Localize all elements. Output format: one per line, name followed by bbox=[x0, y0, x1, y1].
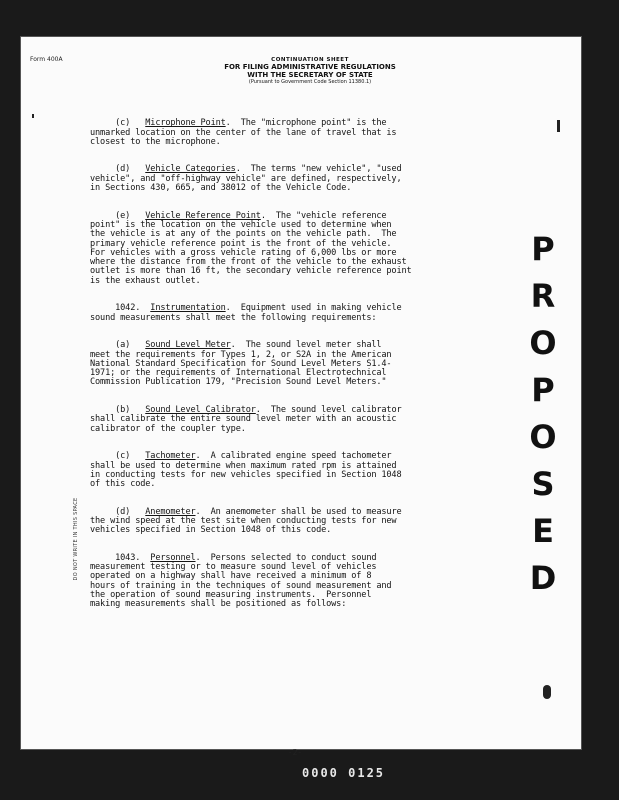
page-number: -2- bbox=[287, 748, 303, 757]
stamp-letter: O bbox=[529, 324, 557, 362]
document-code: 0000 0125 bbox=[302, 766, 386, 780]
paragraph-sound-level-meter: (a) Sound Level Meter. The sound level meter shall meet the requirements for Types 1, 2, or S2A in the American National Standard Specification for Sound Level Meters S1.4- 1971; or the requirements of International Electrotechnical Commission Publication 179, "Precision Sound Level Meters." bbox=[90, 340, 392, 388]
margin-mark bbox=[543, 685, 551, 699]
form-number: Form 400A bbox=[30, 56, 63, 63]
header-subtitle: WITH THE SECRETARY OF STATE bbox=[247, 71, 373, 79]
stamp-letter: R bbox=[530, 277, 556, 315]
header-title: FOR FILING ADMINISTRATIVE REGULATIONS bbox=[224, 63, 396, 71]
section-heading: Anemometer bbox=[145, 506, 196, 517]
section-heading: Microphone Point bbox=[145, 118, 226, 129]
header-continuation: CONTINUATION SHEET bbox=[271, 57, 349, 63]
paragraph-sound-level-calibrator: (b) Sound Level Calibrator. The sound level calibrator shall calibrate the entire sound level meter with an acoustic calibrator of the coupler type. bbox=[90, 405, 402, 434]
regulation-text bbox=[90, 110, 508, 628]
section-heading: Vehicle Reference Point bbox=[145, 210, 261, 221]
section-heading: Instrumentation bbox=[150, 303, 226, 314]
paragraph-tachometer: (c) Tachometer. A calibrated engine speed tachometer shall be used to determine when maximum rated rpm is attained in conducting tests for new vehicles specified in Section 1048 of this code. bbox=[90, 451, 402, 490]
margin-mark bbox=[32, 114, 34, 118]
proposed-stamp bbox=[528, 226, 558, 602]
paragraph-microphone-point: (c) Microphone Point. The "microphone point" is the unmarked location on the center of the lane of travel that is closest to the microphone. bbox=[90, 118, 397, 147]
stamp-letter: D bbox=[529, 559, 557, 597]
section-heading: Sound Level Meter bbox=[145, 340, 231, 351]
paragraph-anemometer: (d) Anemometer. An anemometer shall be used to measure the wind speed at the test site when conducting tests for new vehicles specified in Section 1048 of this code. bbox=[90, 506, 402, 536]
paragraph-vehicle-categories: (d) Vehicle Categories. The terms "new vehicle", "used vehicle", and "off-highway vehicle" are defined, respectively, in Sections 430, 665, and 38012 of the Vehicle Code. bbox=[90, 164, 402, 194]
stamp-letter: S bbox=[531, 465, 555, 503]
margin-note bbox=[71, 486, 80, 596]
paragraph-vehicle-reference-point: (e) Vehicle Reference Point. The "vehicle reference point" is the location on the vehicle used to determine when the vehicle is at any of the points on the vehicle path. The primary vehicle reference point is the front of the vehicle. For vehicles with a gross vehicle rating of 6,000 lbs or more where the distance from the front of the vehicle to the exhaust outlet is more than 16 ft, the secondary vehicle reference point is the exhaust outlet. bbox=[90, 210, 412, 286]
header-citation: (Pursuant to Government Code Section 11380.1) bbox=[248, 79, 372, 85]
stamp-letter: P bbox=[531, 230, 555, 268]
margin-mark bbox=[557, 120, 560, 132]
paragraph-instrumentation: 1042. Instrumentation. Equipment used in making vehicle sound measurements shall meet the following requirements: bbox=[90, 303, 402, 323]
stamp-letter: O bbox=[529, 418, 557, 456]
section-heading: Personnel bbox=[150, 552, 196, 563]
paragraph-personnel: 1043. Personnel. Persons selected to conduct sound measurement testing or to measure sound level of vehicles operated on a highway shall have received a minimum of 8 hours of training in the techniques of sound measurement and the operation of sound measuring instruments. Personnel making measurements shall be positioned as follows: bbox=[90, 552, 392, 610]
section-heading: Vehicle Categories bbox=[145, 164, 236, 175]
stamp-letter: E bbox=[532, 512, 554, 550]
stamp-letter: P bbox=[531, 371, 555, 409]
margin-note-text: DO NOT WRITE IN THIS SPACE bbox=[73, 497, 79, 581]
section-heading: Tachometer bbox=[145, 451, 196, 462]
section-heading: Sound Level Calibrator bbox=[145, 405, 256, 416]
sheet-header bbox=[170, 57, 450, 85]
